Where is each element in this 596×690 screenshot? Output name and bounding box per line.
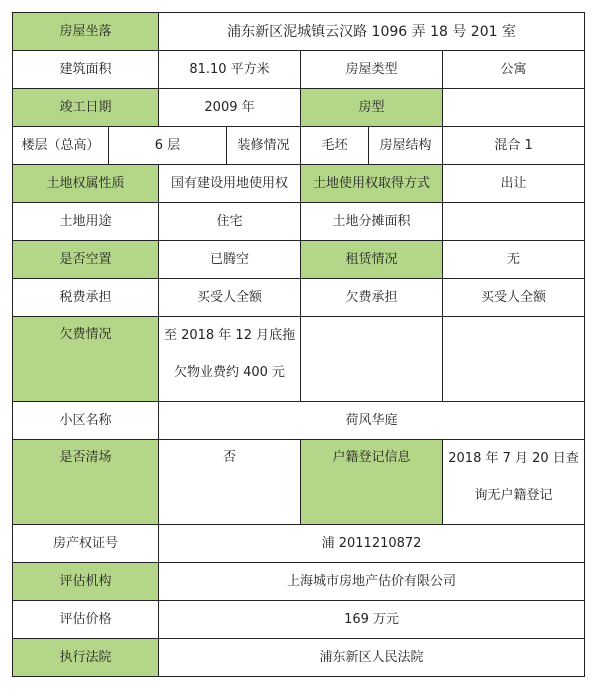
area-value: 81.10 平方米 — [159, 51, 301, 89]
row-clearance — [13, 440, 585, 525]
court-value: 浦东新区人民法院 — [159, 639, 585, 677]
price-label: 评估价格 — [13, 601, 159, 639]
household-registration-line1: 2018 年 7 月 20 日查 — [448, 451, 579, 466]
vacancy-value: 已腾空 — [159, 241, 301, 279]
decoration-value: 毛坯 — [301, 127, 369, 165]
address-label: 房屋坐落 — [13, 13, 159, 51]
row-appraiser — [13, 563, 585, 601]
layout-value — [443, 89, 585, 127]
row-floor — [13, 127, 585, 165]
land-right-label: 土地权属性质 — [13, 165, 159, 203]
row-completion — [13, 89, 585, 127]
tax-label: 税费承担 — [13, 279, 159, 317]
arrears-empty-cell — [301, 317, 443, 402]
community-label: 小区名称 — [13, 402, 159, 440]
arrears-bearer-value: 买受人全额 — [443, 279, 585, 317]
address-value: 浦东新区泥城镇云汉路 1096 弄 18 号 201 室 — [159, 13, 585, 51]
clearance-label: 是否清场 — [13, 440, 159, 525]
certificate-label: 房产权证号 — [13, 525, 159, 563]
arrears-label: 欠费情况 — [13, 317, 159, 402]
row-arrears — [13, 317, 585, 402]
price-value: 169 万元 — [159, 601, 585, 639]
arrears-value-line2: 欠物业费约 400 元 — [173, 365, 286, 380]
land-acquisition-label: 土地使用权取得方式 — [301, 165, 443, 203]
household-registration-value — [443, 440, 585, 525]
arrears-empty-cell-2 — [443, 317, 585, 402]
arrears-value — [159, 317, 301, 402]
property-info-table — [12, 12, 585, 677]
floor-value: 6 层 — [109, 127, 227, 165]
land-share-area-label: 土地分摊面积 — [301, 203, 443, 241]
land-share-area-value — [443, 203, 585, 241]
floor-label: 楼层（总高） — [13, 127, 109, 165]
certificate-value: 浦 2011210872 — [159, 525, 585, 563]
completion-value: 2009 年 — [159, 89, 301, 127]
household-registration-line2: 询无户籍登记 — [474, 488, 553, 503]
row-tax — [13, 279, 585, 317]
area-label: 建筑面积 — [13, 51, 159, 89]
row-community — [13, 402, 585, 440]
lease-value: 无 — [443, 241, 585, 279]
layout-label: 房型 — [301, 89, 443, 127]
structure-value: 混合 1 — [443, 127, 585, 165]
household-registration-label: 户籍登记信息 — [301, 440, 443, 525]
arrears-value-line1: 至 2018 年 12 月底拖 — [163, 328, 296, 343]
row-land-use — [13, 203, 585, 241]
land-right-value: 国有建设用地使用权 — [159, 165, 301, 203]
row-land-right — [13, 165, 585, 203]
structure-label: 房屋结构 — [369, 127, 443, 165]
clearance-value: 否 — [159, 440, 301, 525]
land-use-value: 住宅 — [159, 203, 301, 241]
arrears-bearer-label: 欠费承担 — [301, 279, 443, 317]
completion-label: 竣工日期 — [13, 89, 159, 127]
appraiser-value: 上海城市房地产估价有限公司 — [159, 563, 585, 601]
row-court — [13, 639, 585, 677]
row-certificate — [13, 525, 585, 563]
lease-label: 租赁情况 — [301, 241, 443, 279]
row-vacancy — [13, 241, 585, 279]
community-value: 荷风华庭 — [159, 402, 585, 440]
land-acquisition-value: 出让 — [443, 165, 585, 203]
house-type-value: 公寓 — [443, 51, 585, 89]
decoration-label: 装修情况 — [227, 127, 301, 165]
row-price — [13, 601, 585, 639]
appraiser-label: 评估机构 — [13, 563, 159, 601]
row-address — [13, 13, 585, 51]
vacancy-label: 是否空置 — [13, 241, 159, 279]
house-type-label: 房屋类型 — [301, 51, 443, 89]
land-use-label: 土地用途 — [13, 203, 159, 241]
row-area — [13, 51, 585, 89]
tax-value: 买受人全额 — [159, 279, 301, 317]
court-label: 执行法院 — [13, 639, 159, 677]
